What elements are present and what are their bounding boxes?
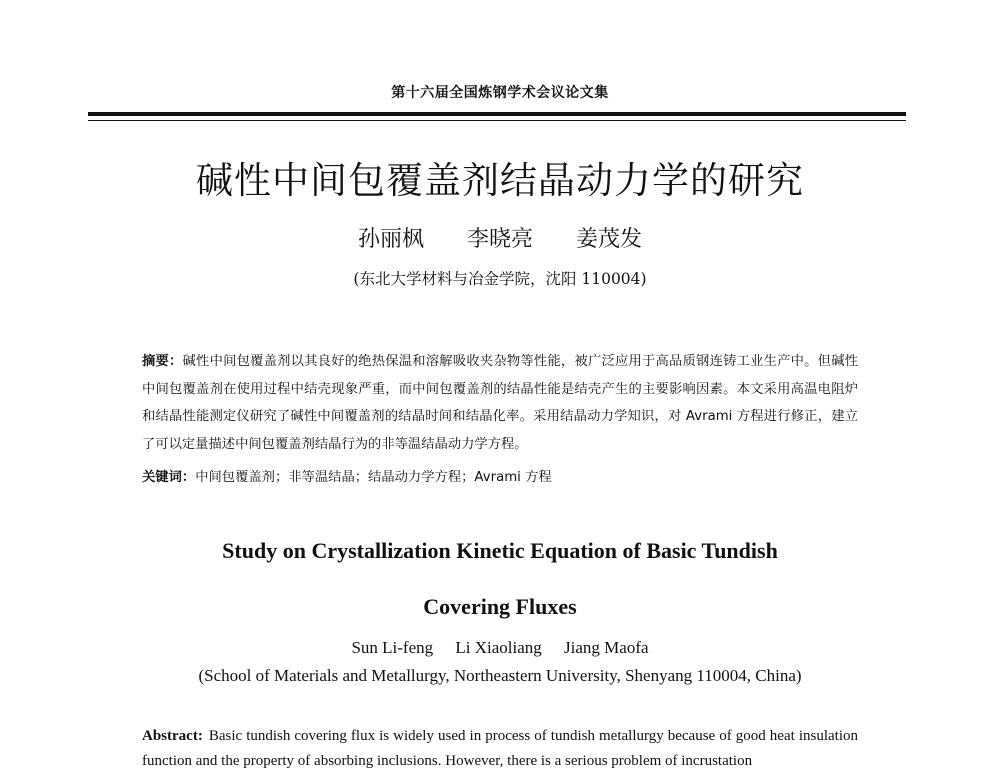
abstract-cn-text: 碱性中间包覆盖剂以其良好的绝热保温和溶解吸收夹杂物等性能，被广泛应用于高品质钢连铸工业生产中。但碱性中间包覆盖剂在使用过程中结壳现象严重，而中间包覆盖剂的结晶性能是结壳产生的主要影响因素。本文采用高温电阻炉和结晶性能测定仪研究了碱性中间覆盖剂的结晶时间和结晶化率。采用结晶动力学知识，对 Avrami 方程进行修正，建立了可以定量描述中间包覆盖剂结晶行为的非等温结晶动力学方程。 (142, 354, 859, 452)
author-en-2: Li Xiaoliang (455, 638, 542, 657)
author-cn-1: 孙丽枫 (357, 227, 424, 252)
abstract-en-label: Abstract: (142, 728, 203, 744)
author-en-1: Sun Li-feng (351, 638, 434, 657)
abstract-en-text: Basic tundish covering flux is widely used in process of tundish metallurgy because of good heat insulation function and the property of absorbing inclusions. However, there is a serious problem of incrustation (142, 728, 858, 769)
keywords-cn (142, 464, 858, 492)
affiliation-en: (School of Materials and Metallurgy, Northeastern University, Shenyang 110004, China) (198, 666, 802, 685)
paper-title-en-line1: Study on Crystallization Kinetic Equation of Basic Tundish (222, 538, 778, 563)
journal-header: 第十六届全国炼钢学术会议论文集 (391, 85, 609, 101)
keywords-cn-label: 关键词： (142, 470, 196, 485)
abstract-en (142, 724, 858, 769)
abstract-cn-label: 摘要： (142, 354, 183, 369)
author-en-3: Jiang Maofa (564, 638, 649, 657)
header-rule-thin (88, 120, 906, 121)
authors-cn (0, 222, 1000, 253)
paper-title-en-line2: Covering Fluxes (423, 594, 577, 619)
paper-title-cn: 碱性中间包覆盖剂结晶动力学的研究 (196, 159, 804, 202)
author-cn-2: 李晓亮 (466, 227, 533, 252)
abstract-cn (142, 348, 858, 458)
author-cn-3: 姜茂发 (576, 227, 643, 252)
keywords-cn-text: 中间包覆盖剂；非等温结晶；结晶动力学方程；Avrami 方程 (195, 470, 552, 485)
header-rule-thick (88, 112, 906, 116)
affiliation-cn: (东北大学材料与冶金学院，沈阳 110004) (353, 270, 647, 288)
authors-en (0, 638, 1000, 658)
